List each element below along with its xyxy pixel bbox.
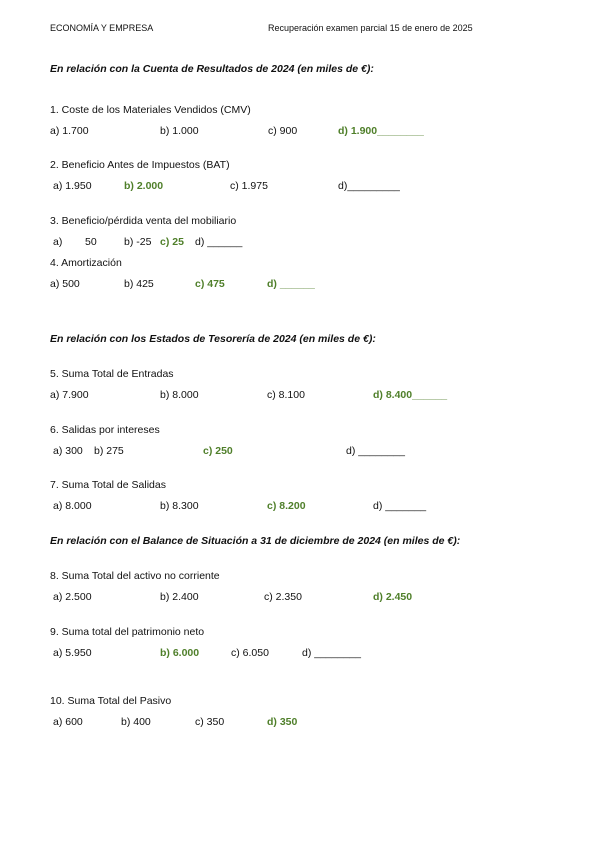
option-5c: c) 8.100 xyxy=(267,389,305,401)
option-7c-correct: c) 8.200 xyxy=(267,500,306,512)
option-2d: d)_________ xyxy=(338,180,400,192)
option-10a: a) 600 xyxy=(53,716,83,728)
option-9d: d) ________ xyxy=(302,647,361,659)
option-9b-correct: b) 6.000 xyxy=(160,647,200,659)
option-3b: b) -25 xyxy=(124,236,152,248)
option-10c: c) 350 xyxy=(195,716,225,728)
section-title-tesoreria: En relación con los Estados de Tesorería de 2024 (en miles de €): xyxy=(50,333,376,345)
question-10: 10. Suma Total del Pasivo xyxy=(50,695,172,707)
question-6: 6. Salidas por intereses xyxy=(50,424,160,436)
option-7d: d) _______ xyxy=(373,500,427,512)
option-3d: d) ______ xyxy=(195,236,243,248)
option-2b-correct: b) 2.000 xyxy=(124,180,164,192)
question-5: 5. Suma Total de Entradas xyxy=(50,368,174,380)
option-6d: d) ________ xyxy=(346,445,405,457)
option-8a: a) 2.500 xyxy=(53,591,92,603)
option-8c: c) 2.350 xyxy=(264,591,302,603)
option-7b: b) 8.300 xyxy=(160,500,199,512)
option-5d-correct: d) 8.400______ xyxy=(373,389,448,401)
option-6b: b) 275 xyxy=(94,445,124,457)
section-title-balance: En relación con el Balance de Situación a 31 de diciembre de 2024 (en miles de €): xyxy=(50,535,461,547)
option-8d-correct: d) 2.450 xyxy=(373,591,413,603)
exam-header: Recuperación examen parcial 15 de enero de 2025 xyxy=(268,23,473,33)
option-4c-correct: c) 475 xyxy=(195,278,225,290)
question-3: 3. Beneficio/pérdida venta del mobiliario xyxy=(50,215,237,227)
option-9c: c) 6.050 xyxy=(231,647,269,659)
option-6c-correct: c) 250 xyxy=(203,445,233,457)
option-9a: a) 5.950 xyxy=(53,647,92,659)
option-3c-correct: c) 25 xyxy=(160,236,184,248)
option-4d: d) ______ xyxy=(267,278,315,290)
option-1b: b) 1.000 xyxy=(160,125,199,137)
option-5a: a) 7.900 xyxy=(50,389,89,401)
option-8b: b) 2.400 xyxy=(160,591,199,603)
option-4a: a) 500 xyxy=(50,278,80,290)
question-2: 2. Beneficio Antes de Impuestos (BAT) xyxy=(50,159,230,171)
question-9: 9. Suma total del patrimonio neto xyxy=(50,626,205,638)
subject-header: ECONOMÍA Y EMPRESA xyxy=(50,23,154,33)
question-1: 1. Coste de los Materiales Vendidos (CMV) xyxy=(50,104,251,116)
section-title-cuenta-resultados: En relación con la Cuenta de Resultados de 2024 (en miles de €): xyxy=(50,63,374,75)
option-2a: a) 1.950 xyxy=(53,180,92,192)
question-4: 4. Amortización xyxy=(50,257,122,269)
option-1d-correct: d) 1.900________ xyxy=(338,125,424,137)
option-7a: a) 8.000 xyxy=(53,500,92,512)
option-4b: b) 425 xyxy=(124,278,154,290)
option-1a: a) 1.700 xyxy=(50,125,89,137)
option-1c: c) 900 xyxy=(268,125,298,137)
option-5b: b) 8.000 xyxy=(160,389,199,401)
question-8: 8. Suma Total del activo no corriente xyxy=(50,570,220,582)
option-2c: c) 1.975 xyxy=(230,180,268,192)
option-3a: a) xyxy=(53,236,63,248)
option-10d-correct: d) 350 xyxy=(267,716,298,728)
option-6a: a) 300 xyxy=(53,445,83,457)
question-7: 7. Suma Total de Salidas xyxy=(50,479,166,491)
option-10b: b) 400 xyxy=(121,716,151,728)
option-3a-value: 50 xyxy=(85,236,97,248)
